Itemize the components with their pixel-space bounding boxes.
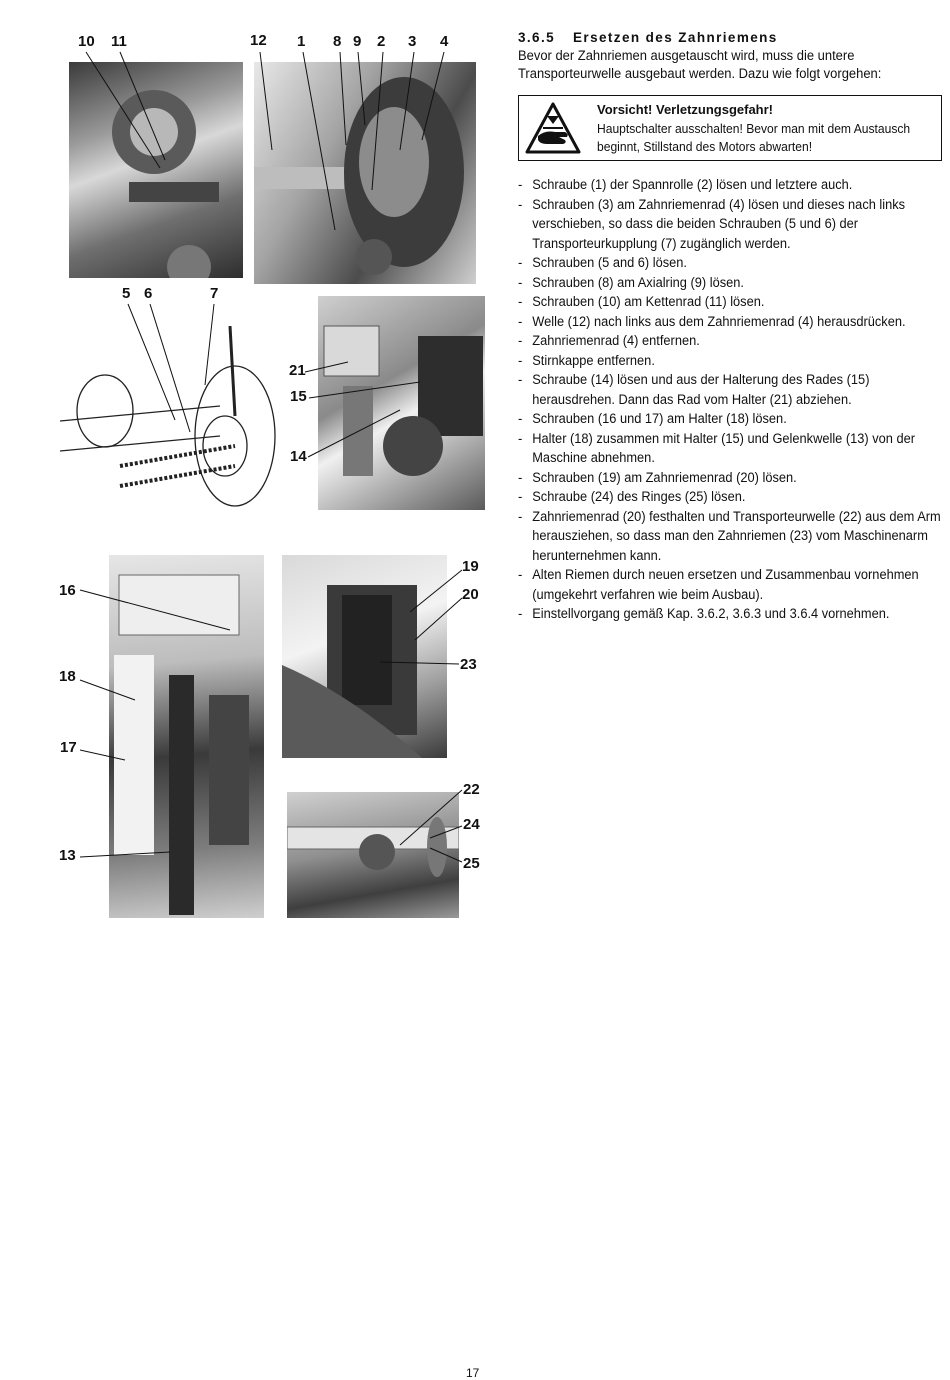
list-item: - Halter (18) zusammen mit Halter (15) und Gelenkwelle (13) von der Maschine abnehmen. xyxy=(518,429,950,468)
list-item: - Schrauben (8) am Axialring (9) lösen. xyxy=(518,273,950,293)
callout-18: 18 xyxy=(59,668,76,685)
callout-25: 25 xyxy=(463,855,480,872)
list-item: - Schraube (1) der Spannrolle (2) lösen und letztere auch. xyxy=(518,175,950,195)
warning-body: Hauptschalter ausschalten! Bevor man mit dem Austausch beginnt, Stillstand des Motors abwarten! xyxy=(597,121,911,154)
photo-holder-joint-shaft xyxy=(109,555,264,918)
callout-4: 4 xyxy=(440,33,449,50)
list-item: - Schraube (24) des Ringes (25) lösen. xyxy=(518,487,950,507)
photo-chain-sprocket xyxy=(69,62,243,278)
callout-5: 5 xyxy=(122,285,131,302)
callout-1: 1 xyxy=(297,33,306,50)
callout-16: 16 xyxy=(59,582,76,599)
list-item: - Schrauben (10) am Kettenrad (11) lösen. xyxy=(518,292,950,312)
callout-6: 6 xyxy=(144,285,153,302)
callout-22: 22 xyxy=(463,781,480,798)
callout-8: 8 xyxy=(333,33,342,50)
section-title: Ersetzen des Zahnriemens xyxy=(573,30,778,45)
callout-17: 17 xyxy=(60,739,77,756)
callout-10: 10 xyxy=(78,33,95,50)
list-item: - Schrauben (19) am Zahnriemenrad (20) lösen. xyxy=(518,468,950,488)
step-list xyxy=(518,175,944,624)
photo-needle-bar-wheel xyxy=(318,296,485,510)
warning-title: Vorsicht! Verletzungsgefahr! xyxy=(597,102,774,117)
callout-20: 20 xyxy=(462,586,479,603)
callout-3: 3 xyxy=(408,33,417,50)
section-number: 3.6.5 xyxy=(518,30,556,45)
callout-15: 15 xyxy=(290,388,307,405)
callout-12: 12 xyxy=(250,32,267,49)
list-item: - Schraube (14) lösen und aus der Halterung des Rades (15) herausdrehen. Dann das Rad vom Halter (21) abziehen. xyxy=(518,370,950,409)
page-number: 17 xyxy=(466,1366,480,1380)
photo-toothed-belt xyxy=(282,555,447,758)
list-item: - Alten Riemen durch neuen ersetzen und Zusammenbau vornehmen (umgekehrt verfahren wie beim Ausbau). xyxy=(518,565,950,604)
list-item: - Schrauben (16 und 17) am Halter (18) lösen. xyxy=(518,409,950,429)
section-intro: Bevor der Zahnriemen ausgetauscht wird, muss die untere Transporteurwelle ausgebaut werden. Dazu wie folgt vorgehen: xyxy=(518,48,882,81)
warning-box xyxy=(518,95,942,161)
drawing-coupling xyxy=(60,326,282,526)
callout-2: 2 xyxy=(377,33,386,50)
section-heading xyxy=(518,30,944,45)
callout-7: 7 xyxy=(210,285,219,302)
photo-belt-pulley xyxy=(254,62,476,284)
list-item: - Schrauben (3) am Zahnriemenrad (4) lösen und dieses nach links verschieben, so dass die beiden Schrauben (5 und 6) der Transporteurkupplung (7) zugänglich werden. xyxy=(518,195,950,254)
instruction-column xyxy=(518,30,944,624)
callout-9: 9 xyxy=(353,33,362,50)
list-item: - Schrauben (5 and 6) lösen. xyxy=(518,253,950,273)
callout-23: 23 xyxy=(460,656,477,673)
list-item: - Stirnkappe entfernen. xyxy=(518,351,950,371)
callout-19: 19 xyxy=(462,558,479,575)
callout-11: 11 xyxy=(111,33,127,50)
list-item: - Einstellvorgang gemäß Kap. 3.6.2, 3.6.3 und 3.6.4 vornehmen. xyxy=(518,604,950,624)
callout-21: 21 xyxy=(289,362,306,379)
list-item: - Zahnriemenrad (4) entfernen. xyxy=(518,331,950,351)
photo-transport-shaft xyxy=(287,792,459,918)
list-item: - Welle (12) nach links aus dem Zahnriemenrad (4) herausdrücken. xyxy=(518,312,950,332)
list-item: - Zahnriemenrad (20) festhalten und Transporteurwelle (22) aus dem Arm herausziehen, so dass man den Zahnriemen (23) vom Maschinenarm herunternehmen kann. xyxy=(518,507,950,566)
callout-13: 13 xyxy=(59,847,76,864)
callout-14: 14 xyxy=(290,448,307,465)
callout-24: 24 xyxy=(463,816,480,833)
hand-crush-warning-icon xyxy=(525,102,581,154)
